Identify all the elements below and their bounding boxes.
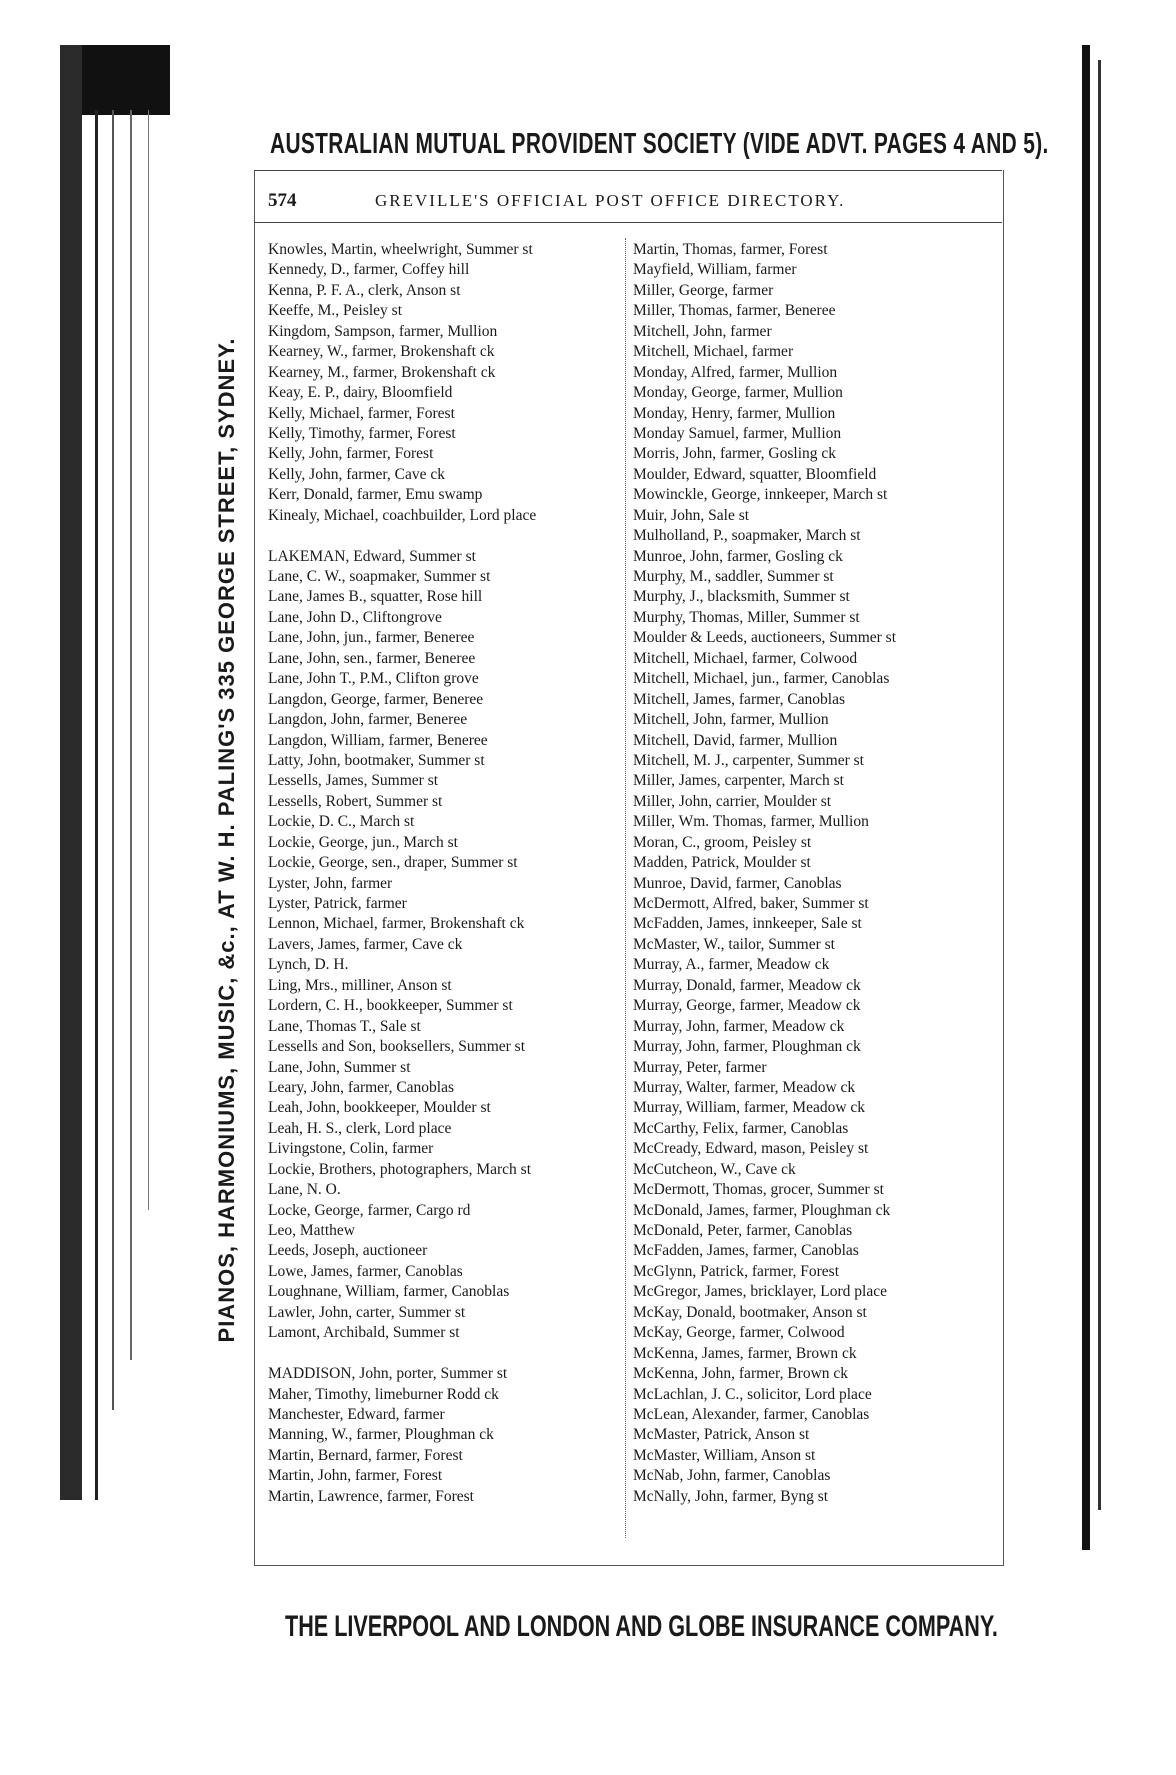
directory-entry: Lane, Thomas T., Sale st: [268, 1017, 421, 1035]
directory-entry: Lyster, John, farmer: [268, 874, 393, 892]
directory-entry: McMaster, Patrick, Anson st: [633, 1426, 810, 1444]
column-divider: [625, 238, 626, 1538]
directory-entry: Moulder & Leeds, auctioneers, Summer st: [633, 629, 897, 647]
directory-entry: Murray, A., farmer, Meadow ck: [633, 956, 830, 974]
directory-entry: McCarthy, Felix, farmer, Canoblas: [633, 1119, 849, 1137]
directory-entry: Manchester, Edward, farmer: [268, 1405, 445, 1423]
directory-entry: Murray, John, farmer, Ploughman ck: [633, 1038, 861, 1056]
directory-entry: Kearney, M., farmer, Brokenshaft ck: [268, 363, 496, 381]
page-number: 574: [268, 190, 297, 211]
directory-entry: McKenna, John, farmer, Brown ck: [633, 1365, 849, 1383]
directory-entry: Mulholland, P., soapmaker, March st: [633, 527, 861, 545]
directory-entry: Munroe, David, farmer, Canoblas: [633, 874, 842, 892]
directory-entry: Lockie, George, sen., draper, Summer st: [268, 854, 518, 872]
directory-left-column: [268, 240, 536, 1507]
directory-entry: Murray, George, farmer, Meadow ck: [633, 997, 861, 1015]
directory-entry: Miller, George, farmer: [633, 281, 774, 299]
scan-edge-right-strip: [1082, 45, 1090, 1550]
directory-entry: Lane, John T., P.M., Clifton grove: [268, 670, 479, 688]
top-advertisement-banner: AUSTRALIAN MUTUAL PROVIDENT SOCIETY (VIDE ADVT. PAGES 4 AND 5).: [270, 128, 1049, 160]
header-bottom-rule: [254, 222, 1002, 223]
directory-entry: Lamont, Archibald, Summer st: [268, 1324, 460, 1342]
directory-entry: Lane, N. O.: [268, 1181, 341, 1199]
bottom-advertisement-banner: THE LIVERPOOL AND LONDON AND GLOBE INSURANCE COMPANY.: [285, 1610, 998, 1643]
scan-edge-left-line-1: [95, 110, 98, 1500]
directory-entry: Mayfield, William, farmer: [633, 261, 797, 279]
directory-entry: McNab, John, farmer, Canoblas: [633, 1467, 831, 1485]
directory-entry: McDonald, James, farmer, Ploughman ck: [633, 1201, 891, 1219]
directory-entry: Monday, George, farmer, Mullion: [633, 384, 843, 402]
directory-entry: McDonald, Peter, farmer, Canoblas: [633, 1222, 853, 1239]
directory-right-column: [633, 240, 896, 1507]
directory-entry: Mowinckle, George, innkeeper, March st: [633, 486, 888, 504]
directory-entry: Lane, John, jun., farmer, Beneree: [268, 629, 475, 647]
directory-entry: Murphy, J., blacksmith, Summer st: [633, 588, 850, 606]
directory-entry: Mitchell, Michael, farmer: [633, 343, 794, 361]
header-top-rule: [254, 170, 1002, 171]
directory-entry: Murray, Walter, farmer, Meadow ck: [633, 1078, 856, 1096]
directory-entry: [268, 1344, 536, 1364]
directory-entry: Leo, Matthew: [268, 1222, 355, 1239]
directory-entry: Lynch, D. H.: [268, 956, 349, 974]
directory-entry: McFadden, James, innkeeper, Sale st: [633, 915, 862, 933]
directory-entry: Murray, Donald, farmer, Meadow ck: [633, 976, 861, 994]
directory-entry: Ling, Mrs., milliner, Anson st: [268, 976, 452, 994]
directory-entry: McKay, Donald, bootmaker, Anson st: [633, 1303, 867, 1321]
directory-entry: Monday Samuel, farmer, Mullion: [633, 424, 842, 442]
directory-entry: Lane, James B., squatter, Rose hill: [268, 588, 483, 606]
directory-entry: McDermott, Alfred, baker, Summer st: [633, 895, 869, 912]
directory-entry: Moulder, Edward, squatter, Bloomfield: [633, 465, 877, 483]
directory-entry: Martin, John, farmer, Forest: [268, 1467, 443, 1485]
directory-entry: [268, 526, 536, 546]
directory-entry: Mitchell, David, farmer, Mullion: [633, 731, 838, 749]
directory-entry: Murray, Peter, farmer: [633, 1058, 767, 1076]
directory-entry: Kingdom, Sampson, farmer, Mullion: [268, 322, 498, 340]
directory-entry: Kelly, Michael, farmer, Forest: [268, 404, 455, 422]
directory-entry: McMaster, W., tailor, Summer st: [633, 935, 835, 953]
scan-edge-right-line: [1098, 60, 1101, 1510]
directory-entry: Murray, John, farmer, Meadow ck: [633, 1017, 845, 1035]
directory-entry: McNally, John, farmer, Byng st: [633, 1487, 829, 1505]
directory-entry: Kennedy, D., farmer, Coffey hill: [268, 261, 470, 279]
directory-entry: McLean, Alexander, farmer, Canoblas: [633, 1405, 870, 1423]
directory-entry: Miller, Wm. Thomas, farmer, Mullion: [633, 813, 869, 831]
scan-edge-left-line-4: [148, 110, 149, 1210]
directory-entry: Lockie, Brothers, photographers, March st: [268, 1160, 532, 1178]
directory-entry: Mitchell, Michael, farmer, Colwood: [633, 649, 858, 667]
directory-entry: Monday, Alfred, farmer, Mullion: [633, 363, 838, 381]
directory-entry: Martin, Bernard, farmer, Forest: [268, 1446, 463, 1464]
directory-entry: McCutcheon, W., Cave ck: [633, 1160, 796, 1178]
directory-entry: Lessells, Robert, Summer st: [268, 792, 443, 810]
directory-entry: Martin, Lawrence, farmer, Forest: [268, 1487, 474, 1505]
directory-entry: Lordern, C. H., bookkeeper, Summer st: [268, 997, 513, 1015]
scan-edge-left-strip: [60, 45, 82, 1500]
directory-entry: Lessells and Son, booksellers, Summer st: [268, 1038, 526, 1056]
directory-entry: Mitchell, Michael, jun., farmer, Canoblas: [633, 670, 890, 688]
directory-entry: McMaster, William, Anson st: [633, 1446, 816, 1464]
directory-entry: Kelly, John, farmer, Forest: [268, 445, 434, 463]
directory-entry: Mitchell, John, farmer: [633, 322, 772, 340]
directory-entry: Manning, W., farmer, Ploughman ck: [268, 1426, 494, 1444]
directory-entry: Leah, John, bookkeeper, Moulder st: [268, 1099, 491, 1117]
directory-entry: Lockie, D. C., March st: [268, 813, 415, 831]
directory-entry: Kerr, Donald, farmer, Emu swamp: [268, 486, 483, 504]
side-advertisement-text: PIANOS, HARMONIUMS, MUSIC, &c., AT W. H. PALING'S 335 GEORGE STREET, SYDNEY.: [214, 337, 239, 1343]
directory-entry: Kinealy, Michael, coachbuilder, Lord place: [268, 506, 537, 524]
directory-entry: McLachlan, J. C., solicitor, Lord place: [633, 1385, 872, 1403]
directory-entry: Knowles, Martin, wheelwright, Summer st: [268, 241, 533, 258]
directory-entry: MADDISON, John, porter, Summer st: [268, 1365, 508, 1383]
directory-entry: McDermott, Thomas, grocer, Summer st: [633, 1181, 884, 1199]
directory-entry: Langdon, William, farmer, Beneree: [268, 731, 488, 749]
directory-entry: Madden, Patrick, Moulder st: [633, 854, 811, 872]
directory-entry: Morris, John, farmer, Gosling ck: [633, 445, 836, 463]
directory-entry: Munroe, John, farmer, Gosling ck: [633, 547, 843, 565]
scan-edge-left-line-3: [130, 110, 132, 1360]
directory-entry: Kenna, P. F. A., clerk, Anson st: [268, 281, 461, 299]
directory-entry: Mitchell, M. J., carpenter, Summer st: [633, 751, 864, 769]
directory-entry: Maher, Timothy, limeburner Rodd ck: [268, 1385, 499, 1403]
directory-entry: Miller, James, carpenter, March st: [633, 772, 844, 790]
directory-entry: Lane, C. W., soapmaker, Summer st: [268, 568, 491, 585]
directory-entry: Murray, William, farmer, Meadow ck: [633, 1099, 866, 1117]
directory-entry: Kelly, Timothy, farmer, Forest: [268, 424, 456, 442]
directory-entry: Lessells, James, Summer st: [268, 772, 439, 790]
directory-entry: Lowe, James, farmer, Canoblas: [268, 1262, 463, 1280]
directory-entry: Kearney, W., farmer, Brokenshaft ck: [268, 343, 495, 361]
page-title: GREVILLE'S OFFICIAL POST OFFICE DIRECTORY.: [375, 191, 846, 210]
directory-entry: McGlynn, Patrick, farmer, Forest: [633, 1262, 839, 1280]
directory-entry: Miller, Thomas, farmer, Beneree: [633, 302, 836, 320]
directory-entry: McKay, George, farmer, Colwood: [633, 1324, 845, 1342]
directory-entry: Kelly, John, farmer, Cave ck: [268, 465, 445, 483]
directory-entry: Mitchell, John, farmer, Mullion: [633, 711, 829, 729]
directory-entry: Loughnane, William, farmer, Canoblas: [268, 1283, 510, 1301]
directory-entry: Moran, C., groom, Peisley st: [633, 833, 812, 851]
directory-entry: Lyster, Patrick, farmer: [268, 895, 407, 912]
directory-entry: Leah, H. S., clerk, Lord place: [268, 1119, 452, 1137]
directory-entry: Lennon, Michael, farmer, Brokenshaft ck: [268, 915, 525, 933]
directory-entry: Murphy, Thomas, Miller, Summer st: [633, 608, 860, 626]
directory-entry: McKenna, James, farmer, Brown ck: [633, 1344, 857, 1362]
directory-entry: Livingstone, Colin, farmer: [268, 1140, 434, 1158]
directory-entry: Martin, Thomas, farmer, Forest: [633, 241, 828, 258]
scan-edge-left-line-2: [112, 110, 114, 1410]
directory-entry: LAKEMAN, Edward, Summer st: [268, 547, 476, 565]
directory-entry: Keay, E. P., dairy, Bloomfield: [268, 384, 453, 402]
directory-entry: Lane, John, sen., farmer, Beneree: [268, 649, 476, 667]
directory-entry: Lane, John, Summer st: [268, 1058, 411, 1076]
directory-entry: Miller, John, carrier, Moulder st: [633, 792, 832, 810]
directory-entry: McFadden, James, farmer, Canoblas: [633, 1242, 859, 1260]
directory-entry: McCready, Edward, mason, Peisley st: [633, 1140, 869, 1158]
directory-entry: Monday, Henry, farmer, Mullion: [633, 404, 836, 422]
directory-entry: Lawler, John, carter, Summer st: [268, 1303, 466, 1321]
directory-entry: Lane, John D., Cliftongrove: [268, 608, 442, 626]
directory-entry: Murphy, M., saddler, Summer st: [633, 568, 834, 585]
directory-entry: Langdon, John, farmer, Beneree: [268, 711, 468, 729]
directory-entry: Keeffe, M., Peisley st: [268, 302, 403, 320]
directory-entry: Leeds, Joseph, auctioneer: [268, 1242, 428, 1260]
directory-entry: Locke, George, farmer, Cargo rd: [268, 1201, 471, 1219]
directory-entry: McGregor, James, bricklayer, Lord place: [633, 1283, 887, 1301]
directory-entry: Leary, John, farmer, Canoblas: [268, 1078, 455, 1096]
directory-entry: Lockie, George, jun., March st: [268, 833, 458, 851]
directory-entry: Langdon, George, farmer, Beneree: [268, 690, 484, 708]
directory-entry: Lavers, James, farmer, Cave ck: [268, 935, 463, 953]
directory-entry: Muir, John, Sale st: [633, 506, 750, 524]
directory-entry: Mitchell, James, farmer, Canoblas: [633, 690, 846, 708]
directory-entry: Latty, John, bootmaker, Summer st: [268, 751, 485, 769]
